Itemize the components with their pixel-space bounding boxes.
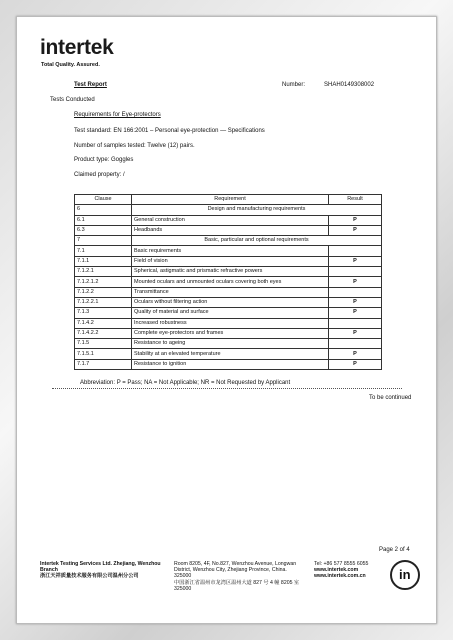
company-name-cn: 浙江天祥质量技术服务有限公司温州分公司 — [40, 573, 139, 580]
clause-cell: 7.1.5 — [75, 339, 132, 349]
result-cell — [329, 287, 382, 297]
requirement-cell: Resistance to ageing — [132, 339, 329, 349]
header-result: Result — [329, 195, 382, 205]
table-row — [75, 256, 382, 266]
requirement-cell: Mounted oculars and unmounted oculars covering both eyes — [132, 277, 329, 287]
to-be-continued: To be continued — [369, 395, 412, 401]
requirement-cell: Field of vision — [132, 256, 329, 266]
clause-cell: 7.1.1 — [75, 256, 132, 266]
requirement-cell: Stability at an elevated temperature — [132, 349, 329, 359]
footer-address — [174, 561, 304, 592]
header-clause: Clause — [75, 195, 132, 205]
requirement-cell: Oculars without filtering action — [132, 297, 329, 307]
requirement-cell: Quality of material and surface — [132, 308, 329, 318]
clause-cell: 7.1.2.2.1 — [75, 297, 132, 307]
requirement-cell: Transmittance — [132, 287, 329, 297]
address-en: Room 8205, 4F, No.827, Wenzhou Avenue, Longwan District, Wenzhou City, Zhejiang Province, China. 325000 — [174, 561, 297, 580]
clause-cell: 6.3 — [75, 225, 132, 235]
report-title: Test Report — [74, 82, 107, 88]
requirement-cell: Resistance to ignition — [132, 359, 329, 369]
company-name-en: Intertek Testing Services Ltd. Zhejiang, Wenzhou Branch — [40, 561, 161, 574]
table-row — [75, 246, 382, 256]
table-row — [75, 236, 382, 246]
requirement-cell: Headbands — [132, 225, 329, 235]
website-link: www.intertek.com — [314, 567, 359, 574]
requirement-cell: General construction — [132, 215, 329, 225]
clause-cell: 7.1.2.2 — [75, 287, 132, 297]
result-cell: P — [329, 328, 382, 338]
test-standard: Test standard: EN 166:2001 – Personal eye-protection — Specifications — [74, 128, 265, 134]
table-row — [75, 328, 382, 338]
page-number: Page 2 of 4 — [379, 547, 410, 553]
requirement-cell: Increased robustness — [132, 318, 329, 328]
table-row — [75, 215, 382, 225]
dotted-divider — [52, 388, 402, 389]
clause-cell: 7.1.3 — [75, 308, 132, 318]
table-row — [75, 359, 382, 369]
requirement-cell: Basic requirements — [132, 246, 329, 256]
clause-cell: 7.1.2.1 — [75, 267, 132, 277]
table-row — [75, 339, 382, 349]
footer-contact — [314, 561, 394, 580]
report-page — [16, 16, 437, 624]
results-table — [74, 194, 382, 370]
requirement-cell: Complete eye-protectors and frames — [132, 328, 329, 338]
logo-tagline: Total Quality. Assured. — [41, 62, 100, 68]
clause-cell: 7.1.4.2.2 — [75, 328, 132, 338]
requirement-cell: Spherical, astigmatic and prismatic refractive powers — [132, 267, 329, 277]
clause-cell: 7 — [75, 236, 132, 246]
clause-cell: 7.1.5.1 — [75, 349, 132, 359]
table-row — [75, 205, 382, 215]
result-cell: P — [329, 256, 382, 266]
table-row — [75, 297, 382, 307]
footer-company — [40, 561, 170, 580]
number-label: Number: — [282, 82, 306, 88]
requirement-cell: Basic, particular and optional requirements — [132, 236, 382, 246]
abbreviation-legend: Abbreviation: P = Pass; NA = Not Applicable; NR = Not Requested by Applicant — [80, 380, 291, 386]
intertek-in-badge-icon: in — [390, 560, 420, 590]
result-cell: P — [329, 225, 382, 235]
clause-cell: 6 — [75, 205, 132, 215]
report-number: SHAH0149308002 — [324, 82, 375, 88]
result-cell — [329, 267, 382, 277]
requirements-heading: Requirements for Eye-protectors — [74, 112, 161, 118]
website-cn-link: www.intertek.com.cn — [314, 573, 366, 580]
result-cell: P — [329, 215, 382, 225]
requirement-cell: Design and manufacturing requirements — [132, 205, 382, 215]
clause-cell: 7.1.2.1.2 — [75, 277, 132, 287]
clause-cell: 6.1 — [75, 215, 132, 225]
result-cell — [329, 318, 382, 328]
result-cell: P — [329, 308, 382, 318]
result-cell — [329, 339, 382, 349]
result-cell: P — [329, 359, 382, 369]
result-cell: P — [329, 277, 382, 287]
table-row — [75, 308, 382, 318]
intertek-logo: intertek — [40, 36, 114, 59]
result-cell — [329, 246, 382, 256]
table-row — [75, 287, 382, 297]
table-row — [75, 318, 382, 328]
tests-conducted: Tests Conducted — [50, 97, 95, 103]
address-cn: 中国浙江省温州市龙湾区温州大道 827 号 4 幢 8205 室 — [174, 579, 300, 586]
clause-cell: 7.1.4.2 — [75, 318, 132, 328]
clause-cell: 7.1 — [75, 246, 132, 256]
product-type: Product type: Goggles — [74, 157, 134, 163]
result-cell: P — [329, 297, 382, 307]
address-zip: 325000 — [174, 585, 192, 592]
result-cell: P — [329, 349, 382, 359]
table-row — [75, 277, 382, 287]
table-row — [75, 349, 382, 359]
claimed-property: Claimed property: / — [74, 172, 125, 178]
table-header-row — [75, 195, 382, 205]
header-requirement: Requirement — [132, 195, 329, 205]
table-row — [75, 225, 382, 235]
clause-cell: 7.1.7 — [75, 359, 132, 369]
table-row — [75, 267, 382, 277]
telephone: Tel: +86 577 8555 6055 — [314, 561, 369, 567]
sample-count: Number of samples tested: Twelve (12) pairs. — [74, 143, 195, 149]
